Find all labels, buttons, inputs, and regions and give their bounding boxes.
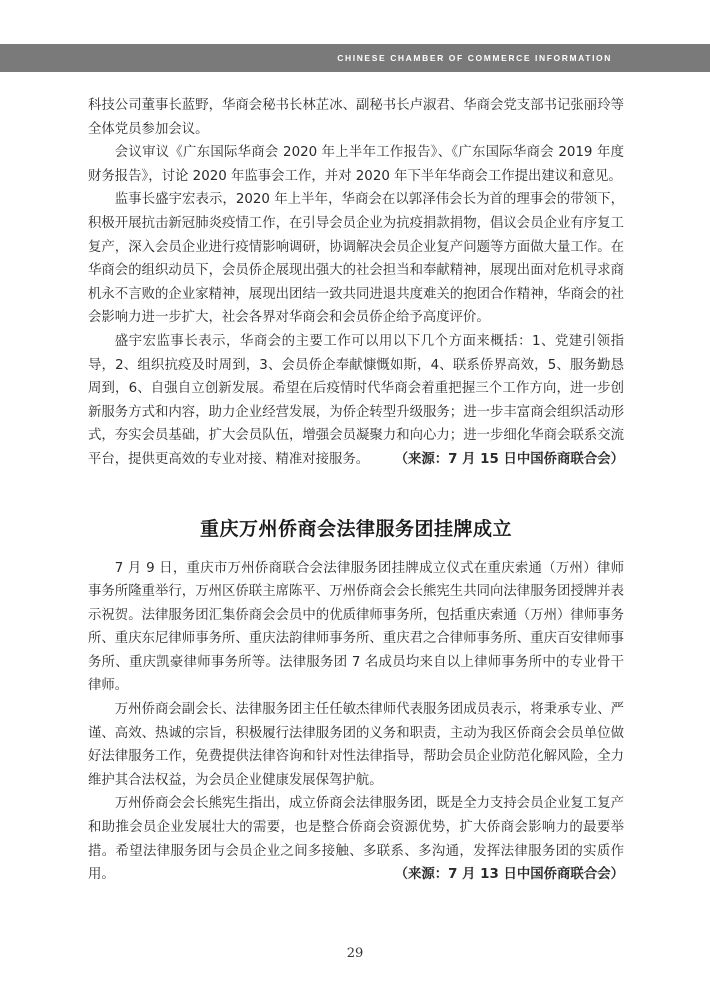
- paragraph: 万州侨商会会长熊宪生指出，成立侨商会法律服务团，既是全力支持会员企业复工复产和助推会员企业发展壮大的需要，也是整合侨商会资源优势，扩大侨商会影响力的最要举措。希望法律服务团与会员企业之间多接触、多联系、多沟通，发挥法律服务团的实质作用。: [88, 796, 624, 883]
- article-title: 重庆万州侨商会法律服务团挂牌成立: [199, 517, 512, 540]
- article-wanzhou-legal-team: [88, 514, 624, 887]
- page-number: 29: [346, 946, 364, 961]
- article-guangdong-chamber: [88, 94, 624, 472]
- source-citation: （来源：7 月 15 日中国侨商联合会）: [394, 451, 624, 467]
- paragraph: 7 月 9 日，重庆市万州侨商联合会法律服务团挂牌成立仪式在重庆索通（万州）律师事务所隆重举行，万州区侨联主席陈平、万州侨商会会长熊宪生共同向法律服务团授牌并表示祝贺。法律服务团汇集侨商会会员中的优质律师事务所，包括重庆索通（万州）律师事务所、重庆东尼律师事务所、重庆法韵律师事务所、重庆君之合律师事务所、重庆百安律师事务所、重庆凯豪律师事务所等。法律服务团 7 名成员均来自以上律师事务所中的专业骨干律师。: [88, 560, 624, 694]
- paragraph: 盛宇宏监事长表示，华商会的主要工作可以用以下几个方面来概括：1、党建引领指导，2、组织抗疫及时周到，3、会员侨企奉献慷慨如斯，4、联系侨界高效，5、服务勤恳周到，6、自强自立创新发展。希望在后疫情时代华商会着重把握三个工作方向，进一步创新服务方式和内容，助力企业经营发展，为侨企转型升级服务；进一步丰富商会组织活动形式，夯实会员基础，扩大会员队伍，增强会员凝聚力和向心力；进一步细化华商会联系交流平台，提供更高效的专业对接、精准对接服务。: [88, 333, 624, 467]
- paragraph: 监事长盛宇宏表示，2020 年上半年，华商会在以郭泽伟会长为首的理事会的带领下，积极开展抗击新冠肺炎疫情工作，在引导会员企业为抗疫捐款捐物，倡议会员企业有序复工复产，深入会员企业进行疫情影响调研，协调解决会员企业复产问题等方面做大量工作。在华商会的组织动员下，会员侨企展现出强大的社会担当和奉献精神，展现出面对危机寻求商机永不言败的企业家精神，展现出团结一致共同进退共度难关的抱团合作精神，华商会的社会影响力进一步扩大，社会各界对华商会和会员侨企给予高度评价。: [88, 192, 624, 326]
- page-content: [88, 94, 624, 887]
- paragraph: 会议审议《广东国际华商会 2020 年上半年工作报告》、《广东国际华商会 2019 年度财务报告》，讨论 2020 年监事会工作，并对 2020 年下半年华商会工作提出建议和意见。: [88, 145, 624, 184]
- running-header: CHINESE CHAMBER OF COMMERCE INFORMATION: [337, 53, 612, 63]
- header-band: [0, 44, 710, 72]
- source-citation: （来源：7 月 13 日中国侨商联合会）: [394, 867, 624, 883]
- paragraph: 科技公司董事长蓝野，华商会秘书长林芷冰、副秘书长卢淑君、华商会党支部书记张丽玲等全体党员参加会议。: [88, 98, 624, 137]
- paragraph: 万州侨商会副会长、法律服务团主任任敏杰律师代表服务团成员表示，将秉承专业、严谨、高效、热诚的宗旨，积极履行法律服务团的义务和职责，主动为我区侨商会会员单位做好法律服务工作，免费提供法律咨询和针对性法律指导，帮助会员企业防范化解风险，全力维护其合法权益，为会员企业健康发展保驾护航。: [88, 702, 624, 788]
